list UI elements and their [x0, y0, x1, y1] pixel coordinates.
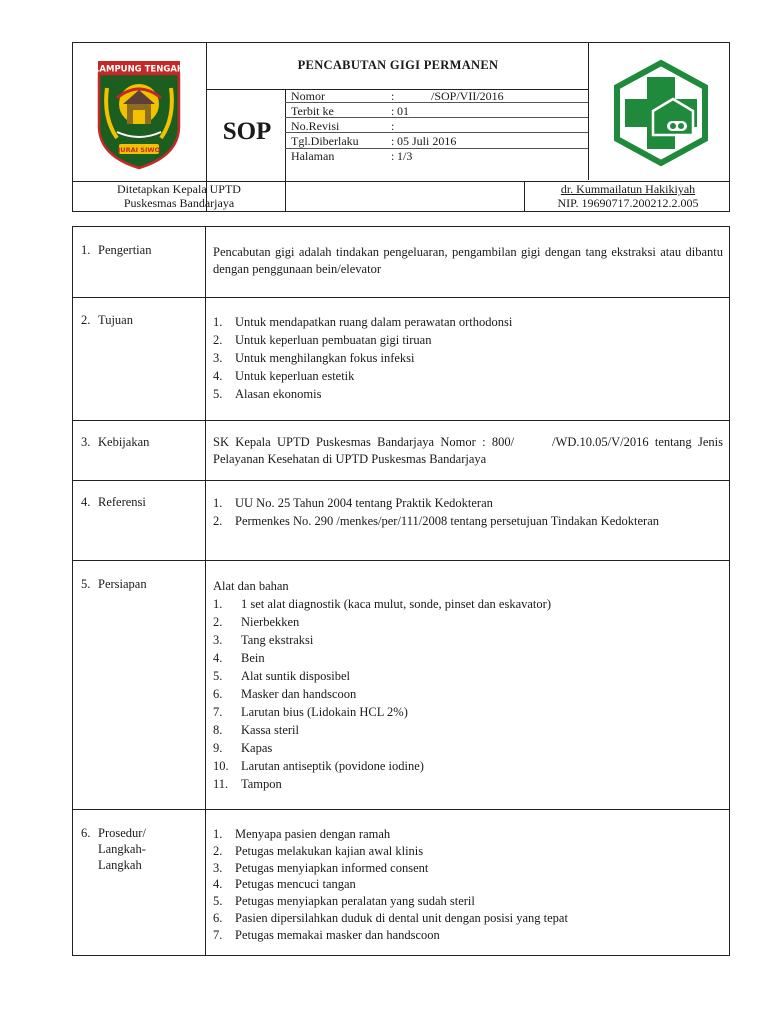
meta-sep: :: [391, 134, 395, 148]
list-item: 11. Tampon: [213, 777, 282, 791]
list-item: 2. Untuk keperluan pembuatan gigi tiruan: [213, 333, 432, 347]
list-item: 4. Untuk keperluan estetik: [213, 369, 355, 383]
divider: [73, 297, 729, 298]
pengertian-text: Pencabutan gigi adalah tindakan pengeluaran, pengambilan gigi dengan tang ekstraksi atau dibantu dengan penggunaan bein/elevator: [213, 245, 723, 276]
list-item: 1. 1 set alat diagnostik (kaca mulut, sonde, pinset dan eskavator): [213, 597, 551, 611]
meta-value: 01: [397, 104, 409, 118]
established-line-2: Puskesmas Bandarjaya: [123, 196, 235, 210]
divider: [73, 420, 729, 421]
section-title: Referensi: [98, 495, 146, 509]
persiapan-list: [213, 577, 723, 793]
section-title-line-1: Prosedur/: [98, 826, 146, 840]
divider: [73, 809, 729, 810]
list-item: 2. Nierbekken: [213, 615, 300, 629]
svg-text:JURAI SIWO: JURAI SIWO: [117, 146, 161, 154]
section-number: 1.: [81, 243, 91, 257]
meta-label: Nomor: [291, 89, 325, 103]
svg-text:LAMPUNG TENGAH: LAMPUNG TENGAH: [93, 64, 185, 75]
list-item: 1. Menyapa pasien dengan ramah: [213, 827, 391, 841]
meta-sep: :: [391, 149, 395, 163]
divider: [73, 560, 729, 561]
sop-header: [72, 42, 730, 212]
meta-value: /SOP/VII/2016: [431, 89, 504, 103]
section-title: Tujuan: [98, 313, 133, 327]
section-title: Pengertian: [98, 243, 152, 257]
list-item: 1. Untuk mendapatkan ruang dalam perawatan orthodonsi: [213, 315, 513, 329]
list-item: 9. Kapas: [213, 741, 273, 755]
list-item: 5. Alat suntik disposibel: [213, 669, 351, 683]
section-title: Persiapan: [98, 577, 147, 591]
lampung-tengah-emblem-logo: [93, 58, 185, 170]
section-title-line-3: Langkah: [98, 858, 142, 872]
puskesmas-logo: [609, 59, 713, 167]
meta-sep: :: [391, 104, 395, 118]
list-item: 2. Petugas melakukan kajian awal klinis: [213, 843, 424, 858]
meta-label: Tgl.Diberlaku: [291, 134, 359, 148]
meta-label: No.Revisi: [291, 119, 340, 133]
list-item: 7. Larutan bius (Lidokain HCL 2%): [213, 705, 408, 719]
section-title: Kebijakan: [98, 435, 150, 449]
signatory-nip: NIP. 19690717.200212.2.005: [557, 196, 699, 210]
persiapan-intro: Alat dan bahan: [213, 579, 289, 593]
section-number: 5.: [81, 577, 91, 591]
divider: [205, 227, 206, 955]
prosedur-list: [213, 826, 723, 944]
list-item: 6. Masker dan handscoon: [213, 687, 357, 701]
section-number: 4.: [81, 495, 91, 509]
meta-value: 1/3: [397, 149, 413, 163]
sop-label: SOP: [222, 118, 272, 145]
section-number: 3.: [81, 435, 91, 449]
meta-sep: :: [391, 89, 395, 103]
divider: [73, 480, 729, 481]
signatory-name: dr. Kummailatun Hakikiyah: [560, 182, 696, 196]
section-number: 6.: [81, 826, 91, 840]
list-item: 5. Alasan ekonomis: [213, 387, 322, 401]
list-item: 1. UU No. 25 Tahun 2004 tentang Praktik Kedokteran: [213, 496, 493, 510]
referensi-list: [213, 495, 723, 530]
list-item: 8. Kassa steril: [213, 723, 299, 737]
established-by: [73, 182, 285, 210]
list-item: 3. Tang ekstraksi: [213, 633, 314, 647]
kebijakan-text: SK Kepala UPTD Puskesmas Bandarjaya Nomor : 800/ /WD.10.05/V/2016 tentang Jenis Pelayanan Kesehatan di UPTD Puskesmas Bandarjaya: [213, 435, 727, 466]
meta-label: Halaman: [291, 149, 335, 163]
meta-value: 05 Juli 2016: [397, 134, 457, 148]
established-line-1: Ditetapkan Kepala UPTD: [117, 182, 241, 196]
tujuan-list: [213, 313, 723, 403]
divider: [206, 89, 588, 90]
meta-sep: :: [391, 119, 395, 133]
list-item: 4. Bein: [213, 651, 265, 665]
list-item: 6. Pasien dipersilahkan duduk di dental unit dengan posisi yang tepat: [213, 910, 568, 925]
meta-label: Terbit ke: [291, 104, 334, 118]
divider: [285, 89, 286, 211]
list-item: 3. Untuk menghilangkan fokus infeksi: [213, 351, 415, 365]
list-item: 4. Petugas mencuci tangan: [213, 877, 356, 892]
section-title-line-2: Langkah-: [98, 842, 146, 856]
list-item: 5. Petugas menyiapkan peralatan yang sudah steril: [213, 894, 475, 909]
list-item: 7. Petugas memakai masker dan handscoon: [213, 927, 440, 942]
list-item: 3. Petugas menyiapkan informed consent: [213, 860, 429, 875]
sop-content-table: [72, 226, 730, 956]
document-title: PENCABUTAN GIGI PERMANEN: [297, 58, 499, 72]
list-item: 10. Larutan antiseptik (povidone iodine): [213, 759, 424, 773]
signatory: [525, 182, 731, 210]
section-number: 2.: [81, 313, 91, 327]
list-item: 2. Permenkes No. 290 /menkes/per/111/2008 tentang persetujuan Tindakan Kedokteran: [213, 513, 659, 528]
